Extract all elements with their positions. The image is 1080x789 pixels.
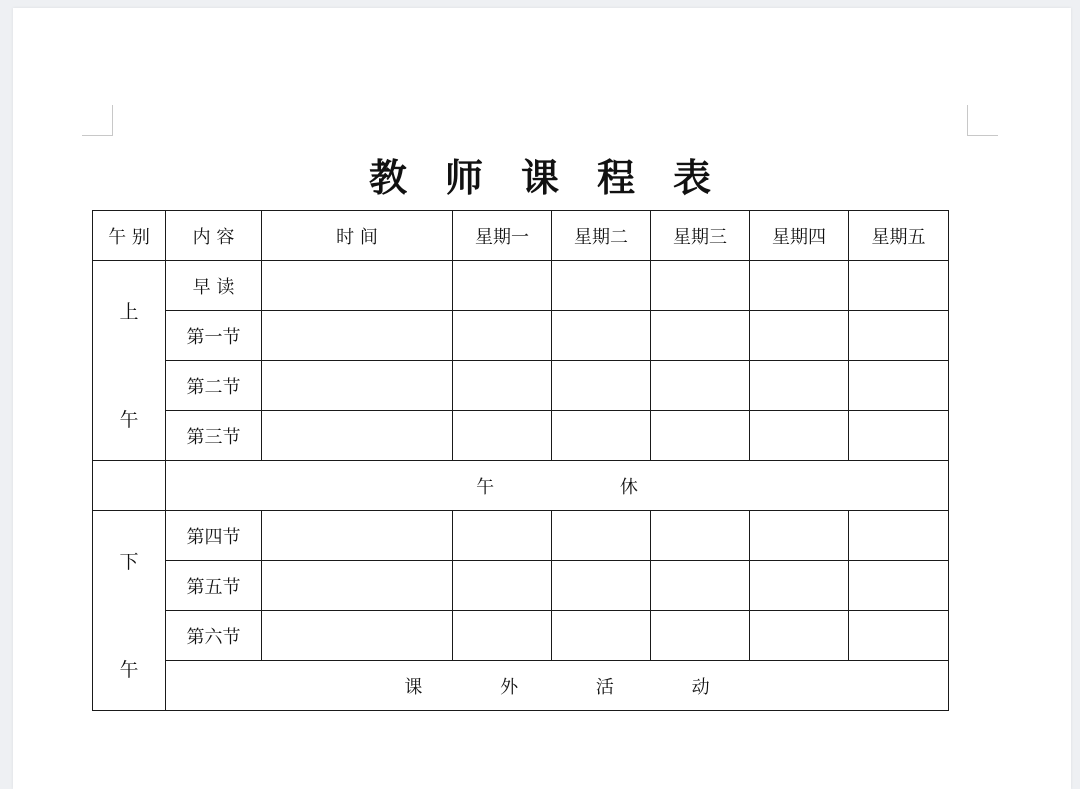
noon-break-label: 午 休 bbox=[166, 461, 949, 511]
schedule-cell[interactable] bbox=[849, 311, 949, 361]
header-content: 内 容 bbox=[166, 211, 262, 261]
header-wednesday: 星期三 bbox=[651, 211, 750, 261]
document-title: 教师课程表 bbox=[368, 156, 749, 200]
time-cell[interactable] bbox=[262, 611, 453, 661]
table-row bbox=[93, 511, 949, 561]
margin-corner-top-left bbox=[82, 105, 113, 136]
table-row bbox=[93, 411, 949, 461]
time-cell[interactable] bbox=[262, 361, 453, 411]
schedule-cell[interactable] bbox=[651, 311, 750, 361]
schedule-cell[interactable] bbox=[849, 361, 949, 411]
schedule-cell[interactable] bbox=[453, 311, 552, 361]
afternoon-label-top: 下 bbox=[119, 551, 139, 573]
schedule-cell[interactable] bbox=[849, 411, 949, 461]
schedule-cell[interactable] bbox=[750, 561, 849, 611]
schedule-cell[interactable] bbox=[750, 511, 849, 561]
header-thursday: 星期四 bbox=[750, 211, 849, 261]
time-cell[interactable] bbox=[262, 561, 453, 611]
time-cell[interactable] bbox=[262, 311, 453, 361]
schedule-cell[interactable] bbox=[552, 511, 651, 561]
schedule-cell[interactable] bbox=[750, 611, 849, 661]
schedule-cell[interactable] bbox=[552, 411, 651, 461]
morning-label bbox=[93, 261, 166, 461]
table-row bbox=[93, 261, 949, 311]
header-period: 午 别 bbox=[93, 211, 166, 261]
schedule-cell[interactable] bbox=[750, 261, 849, 311]
schedule-cell[interactable] bbox=[453, 611, 552, 661]
schedule-cell[interactable] bbox=[750, 411, 849, 461]
schedule-cell[interactable] bbox=[849, 261, 949, 311]
afternoon-label-bottom: 午 bbox=[119, 659, 139, 681]
schedule-cell[interactable] bbox=[552, 261, 651, 311]
table-row bbox=[93, 561, 949, 611]
schedule-cell[interactable] bbox=[651, 261, 750, 311]
header-monday: 星期一 bbox=[453, 211, 552, 261]
noon-break-row bbox=[93, 461, 949, 511]
morning-label-top: 上 bbox=[119, 301, 139, 323]
row-label: 第三节 bbox=[166, 411, 262, 461]
row-label: 第一节 bbox=[166, 311, 262, 361]
table-row bbox=[93, 311, 949, 361]
schedule-cell[interactable] bbox=[849, 561, 949, 611]
header-time: 时 间 bbox=[262, 211, 453, 261]
schedule-cell[interactable] bbox=[849, 511, 949, 561]
morning-label-bottom: 午 bbox=[119, 409, 139, 431]
schedule-cell[interactable] bbox=[453, 511, 552, 561]
schedule-cell[interactable] bbox=[453, 561, 552, 611]
activity-label: 课 外 活 动 bbox=[166, 661, 949, 711]
header-row bbox=[93, 211, 949, 261]
table-row bbox=[93, 361, 949, 411]
schedule-cell[interactable] bbox=[552, 561, 651, 611]
schedule-cell[interactable] bbox=[453, 411, 552, 461]
row-label: 第六节 bbox=[166, 611, 262, 661]
time-cell[interactable] bbox=[262, 511, 453, 561]
row-label: 第五节 bbox=[166, 561, 262, 611]
schedule-cell[interactable] bbox=[750, 311, 849, 361]
margin-corner-top-right bbox=[967, 105, 998, 136]
schedule-cell[interactable] bbox=[750, 361, 849, 411]
schedule-cell[interactable] bbox=[651, 411, 750, 461]
schedule-cell[interactable] bbox=[453, 361, 552, 411]
noon-empty-cell bbox=[93, 461, 166, 511]
schedule-cell[interactable] bbox=[651, 561, 750, 611]
schedule-cell[interactable] bbox=[453, 261, 552, 311]
table-row bbox=[93, 611, 949, 661]
schedule-table bbox=[92, 210, 949, 711]
time-cell[interactable] bbox=[262, 411, 453, 461]
schedule-cell[interactable] bbox=[552, 361, 651, 411]
row-label: 第四节 bbox=[166, 511, 262, 561]
schedule-cell[interactable] bbox=[552, 311, 651, 361]
schedule-cell[interactable] bbox=[651, 361, 750, 411]
schedule-cell[interactable] bbox=[849, 611, 949, 661]
header-friday: 星期五 bbox=[849, 211, 949, 261]
schedule-cell[interactable] bbox=[651, 611, 750, 661]
time-cell[interactable] bbox=[262, 261, 453, 311]
header-tuesday: 星期二 bbox=[552, 211, 651, 261]
row-label: 早 读 bbox=[166, 261, 262, 311]
row-label: 第二节 bbox=[166, 361, 262, 411]
schedule-cell[interactable] bbox=[552, 611, 651, 661]
activity-row bbox=[93, 661, 949, 711]
schedule-cell[interactable] bbox=[651, 511, 750, 561]
afternoon-label bbox=[93, 511, 166, 711]
